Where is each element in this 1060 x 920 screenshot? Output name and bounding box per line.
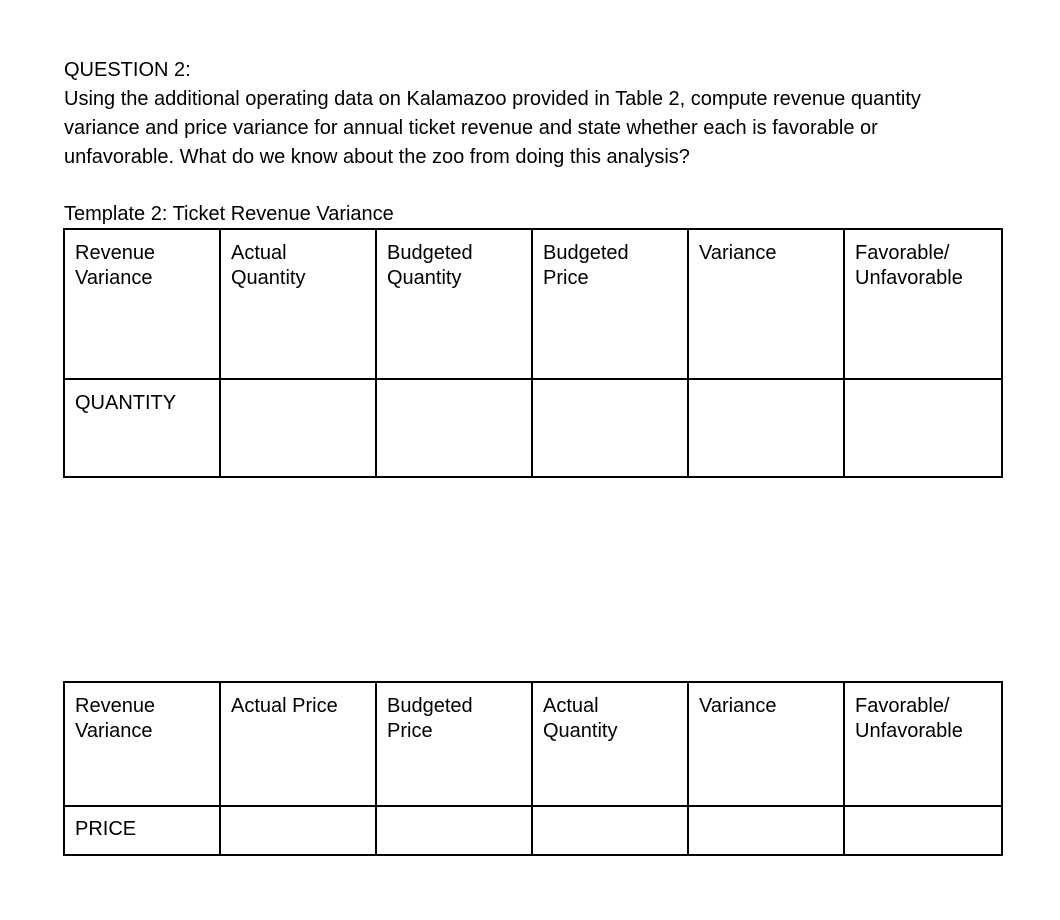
header-cell-variance[interactable]: Variance	[688, 229, 844, 379]
header-cell-budgeted-quantity[interactable]: Budgeted Quantity	[376, 229, 532, 379]
template-title: Template 2: Ticket Revenue Variance	[64, 203, 394, 225]
cell-favorable-unfavorable[interactable]	[844, 806, 1002, 855]
question-text: Using the additional operating data on Kalamazoo provided in Table 2, compute revenue quantity variance and price variance for annual ticket revenue and state whether each is favorable or unfavorable. What do we know about the zoo from doing this analysis?	[64, 88, 921, 168]
price-variance-table	[63, 681, 1003, 856]
cell-actual-quantity[interactable]	[532, 806, 688, 855]
cell-favorable-unfavorable[interactable]	[844, 379, 1002, 477]
cell-variance[interactable]	[688, 379, 844, 477]
header-cell-budgeted-price[interactable]: Budgeted Price	[376, 682, 532, 806]
table-header-row	[64, 682, 1002, 806]
question-title: QUESTION 2:	[64, 59, 191, 81]
header-cell-variance[interactable]: Variance	[688, 682, 844, 806]
header-cell-actual-quantity[interactable]: Actual Quantity	[220, 229, 376, 379]
header-cell-revenue-variance[interactable]: Revenue Variance	[64, 682, 220, 806]
header-cell-favorable-unfavorable[interactable]: Favorable/ Unfavorable	[844, 682, 1002, 806]
cell-actual-quantity[interactable]	[220, 379, 376, 477]
header-cell-budgeted-price[interactable]: Budgeted Price	[532, 229, 688, 379]
header-cell-actual-price[interactable]: Actual Price	[220, 682, 376, 806]
header-cell-actual-quantity[interactable]: Actual Quantity	[532, 682, 688, 806]
table-row-quantity	[64, 379, 1002, 477]
table-header-row	[64, 229, 1002, 379]
header-cell-revenue-variance[interactable]: Revenue Variance	[64, 229, 220, 379]
cell-budgeted-price[interactable]	[532, 379, 688, 477]
cell-actual-price[interactable]	[220, 806, 376, 855]
row-label-price[interactable]: PRICE	[64, 806, 220, 855]
table-row-price	[64, 806, 1002, 855]
cell-budgeted-price[interactable]	[376, 806, 532, 855]
cell-variance[interactable]	[688, 806, 844, 855]
row-label-quantity[interactable]: QUANTITY	[64, 379, 220, 477]
quantity-variance-table	[63, 228, 1003, 478]
cell-budgeted-quantity[interactable]	[376, 379, 532, 477]
header-cell-favorable-unfavorable[interactable]: Favorable/ Unfavorable	[844, 229, 1002, 379]
question-block	[64, 56, 964, 172]
